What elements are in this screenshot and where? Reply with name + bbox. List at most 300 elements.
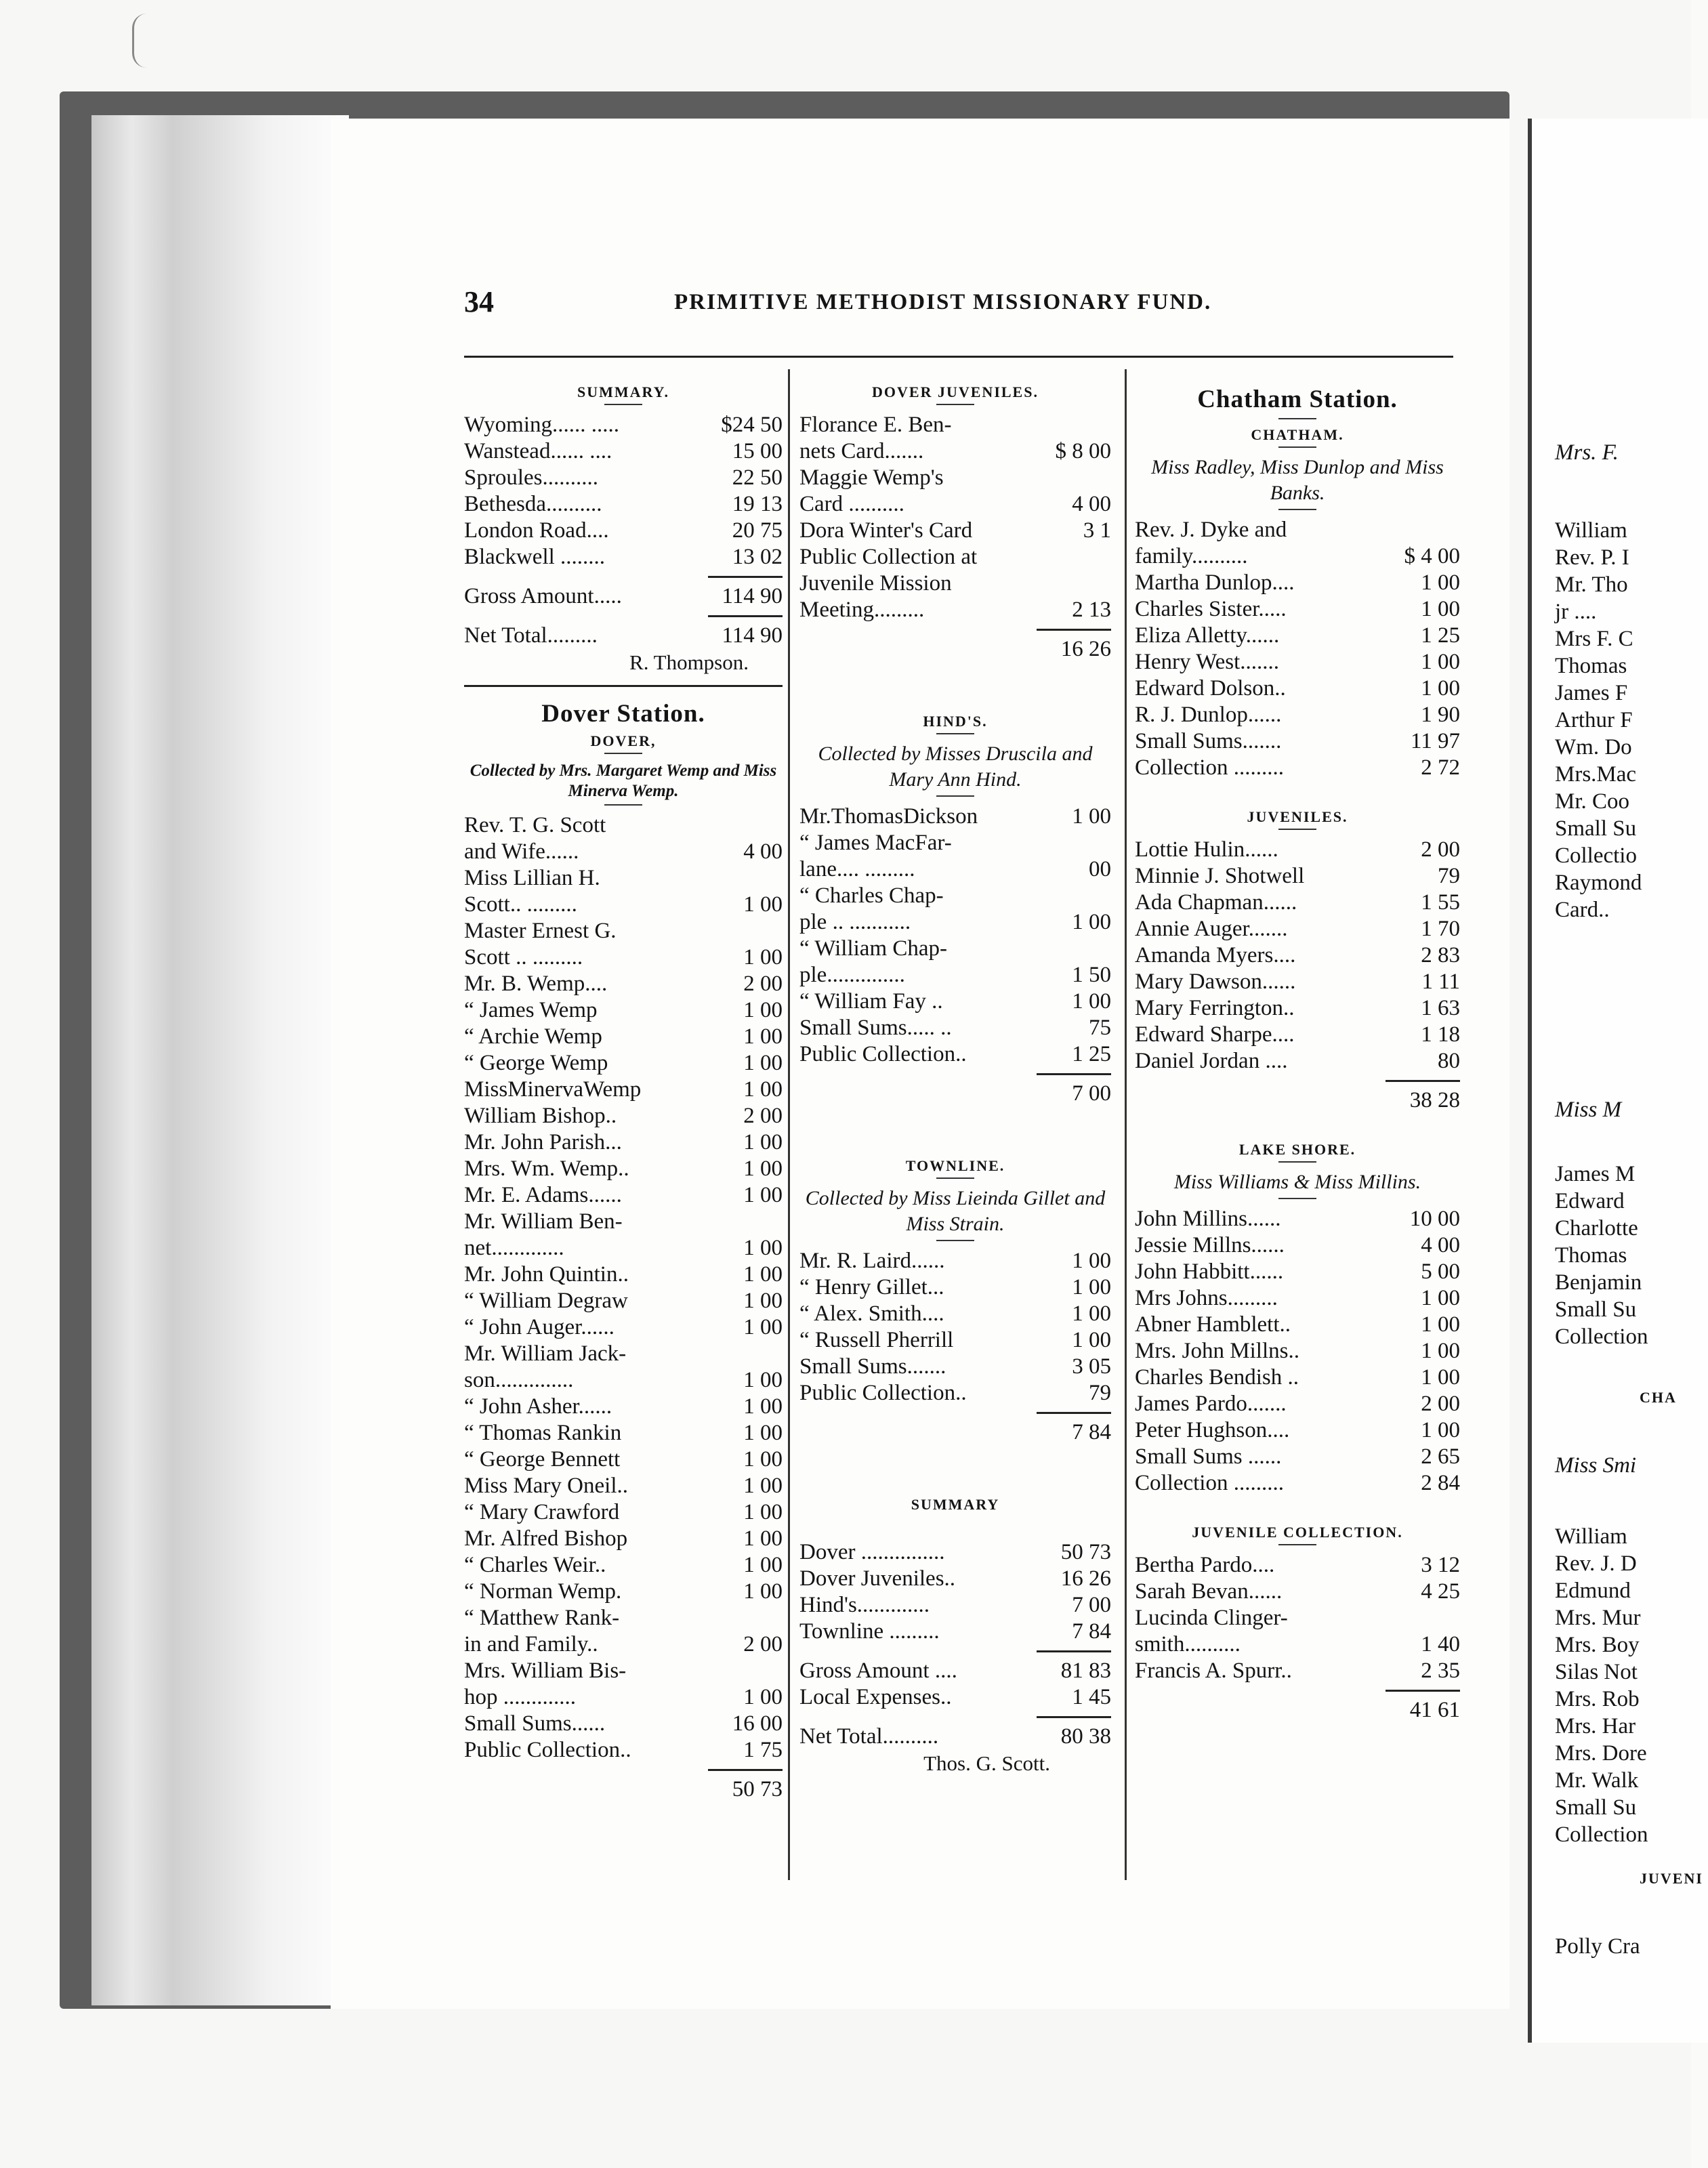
entry-name: Hind's............. (799, 1593, 930, 1617)
entry-row (1135, 1364, 1460, 1391)
entry-name: “ William Chap- (799, 936, 948, 961)
fragment-text: Collection (1555, 1325, 1648, 1349)
juveniles-list (1135, 837, 1460, 1075)
entry-name: Amanda Myers.... (1135, 943, 1296, 967)
pen-mark (132, 14, 161, 68)
entry-row (464, 1631, 783, 1658)
entry-name: “ Archie Wemp (464, 1024, 602, 1049)
entry-amount: 1 00 (743, 1183, 783, 1207)
entry-amount: 22 50 (732, 465, 783, 490)
juveniles-total: 38 28 (1409, 1088, 1460, 1112)
fragment-text: Mrs. F. (1555, 440, 1619, 465)
divider (936, 1177, 974, 1179)
entry-name: smith.......... (1135, 1632, 1241, 1656)
entry-amount: 4 25 (1421, 1579, 1460, 1604)
entry-name: “ Matthew Rank- (464, 1606, 620, 1630)
entry-name: Peter Hughson.... (1135, 1418, 1290, 1442)
entry-name: “ Thomas Rankin (464, 1421, 622, 1445)
entry-row (464, 1420, 783, 1446)
entry-row (464, 892, 783, 918)
entry-row (464, 971, 783, 997)
section-heading: TOWNLINE. (905, 1157, 1005, 1174)
entry-name: Small Sums....... (1135, 729, 1282, 753)
entry-name: Dover ............... (799, 1540, 945, 1564)
net-label: Net Total.......... (799, 1724, 939, 1749)
entry-amount: 1 40 (1421, 1632, 1460, 1656)
entry-amount: 20 75 (732, 518, 783, 543)
collector-note: Collected by Mrs. Margaret Wemp and Miss Minerva Wemp. (470, 762, 777, 800)
entry-name: Eliza Alletty...... (1135, 623, 1280, 648)
entry-name: Francis A. Spurr.. (1135, 1659, 1292, 1683)
fragment-text: William (1555, 518, 1627, 543)
total-rule (708, 576, 783, 578)
entry-amount: 50 73 (1060, 1540, 1111, 1564)
entry-amount (1037, 830, 1111, 856)
entry-amount: 1 11 (1421, 970, 1460, 994)
entry-amount (1037, 412, 1111, 438)
entry-name: Mr. B. Wemp.... (464, 972, 608, 996)
entry-name: Dover Juveniles.. (799, 1566, 956, 1591)
entry-name: Mr. John Parish... (464, 1130, 622, 1154)
entry-amount: 2 00 (1421, 1392, 1460, 1416)
entry-row (1135, 649, 1460, 675)
entry-name: Rev. J. Dyke and (1135, 518, 1287, 542)
entry-amount (708, 865, 783, 892)
entry-amount: 1 00 (1421, 570, 1460, 595)
entry-row (1135, 1605, 1460, 1631)
entry-name: lane.... ......... (799, 857, 915, 881)
signature: R. Thompson. (629, 650, 749, 674)
net-amount: 114 90 (722, 623, 783, 648)
entry-amount: 1 00 (1421, 676, 1460, 701)
divider (1278, 509, 1316, 510)
entry-name: Mr. R. Laird...... (799, 1249, 945, 1273)
entry-row (1135, 623, 1460, 649)
fragment-text: Raymond (1555, 871, 1642, 895)
fragment-text: JUVENI (1640, 1870, 1703, 1887)
entry-row (799, 830, 1111, 856)
entry-amount: $ 4 00 (1404, 544, 1460, 568)
expenses-amount: 1 45 (1072, 1685, 1111, 1709)
entry-row (799, 570, 1111, 597)
entry-row (799, 883, 1111, 909)
entry-amount: 1 00 (1421, 650, 1460, 674)
entry-name: family.......... (1135, 544, 1248, 568)
entry-name: Mrs. Wm. Wemp.. (464, 1156, 629, 1181)
entry-amount (1037, 936, 1111, 962)
entry-amount: 1 00 (743, 1579, 783, 1604)
entry-amount: 1 00 (743, 1368, 783, 1392)
section-heading: DOVER JUVENILES. (872, 383, 1039, 400)
section-heading: SUMMARY (911, 1496, 1000, 1513)
entry-amount: 13 02 (732, 545, 783, 569)
entry-name: Scott .. ......... (464, 945, 583, 970)
entry-amount: 1 00 (743, 1553, 783, 1577)
entry-name: John Habbitt...... (1135, 1259, 1284, 1284)
entry-amount: 1 00 (1421, 1418, 1460, 1442)
fragment-text: Mr. Walk (1555, 1768, 1639, 1793)
gross-amount: 81 83 (1060, 1659, 1111, 1683)
fragment-text: Edmund (1555, 1579, 1631, 1603)
total-rule (1386, 1080, 1460, 1082)
entry-amount (708, 1605, 783, 1631)
net-amount: 80 38 (1060, 1724, 1111, 1749)
entry-name: “ John Auger...... (464, 1315, 615, 1339)
entry-row (464, 865, 783, 892)
entry-amount: 16 26 (1060, 1566, 1111, 1591)
station-title: Dover Station. (541, 700, 705, 728)
total-rule (708, 615, 783, 617)
fragment-text: Charlotte (1555, 1216, 1638, 1241)
gross-row (799, 1658, 1111, 1684)
entry-row (464, 1156, 783, 1182)
entry-name: “ James MacFar- (799, 831, 952, 855)
hinds-list (799, 804, 1111, 1068)
entry-amount: 2 00 (743, 972, 783, 996)
entry-name: Wanstead...... .... (464, 439, 612, 463)
entry-row (799, 1539, 1111, 1566)
entry-amount: 10 00 (1409, 1207, 1460, 1231)
entry-row (464, 997, 783, 1024)
entry-name: Ada Chapman...... (1135, 890, 1297, 915)
entry-row (799, 518, 1111, 544)
entry-row (464, 1077, 783, 1103)
entry-amount: 2 83 (1421, 943, 1460, 967)
juvenile-collection-list (1135, 1552, 1460, 1684)
entry-name: Small Sums...... (464, 1711, 606, 1736)
entry-name: Public Collection.. (799, 1042, 967, 1066)
entry-row (464, 812, 783, 839)
entry-row (1135, 1470, 1460, 1497)
entry-name: Mary Ferrington.. (1135, 996, 1295, 1020)
fragment-text: Mrs. Har (1555, 1714, 1636, 1738)
divider (1278, 1161, 1316, 1163)
entry-row (464, 1129, 783, 1156)
entry-amount: 7 84 (1072, 1619, 1111, 1644)
entry-row (1135, 728, 1460, 755)
fragment-text: jr .... (1555, 600, 1597, 624)
entry-row (464, 1288, 783, 1314)
entry-row (1135, 755, 1460, 781)
gross-label: Gross Amount..... (464, 584, 622, 608)
entry-name: Sarah Bevan...... (1135, 1579, 1283, 1604)
section-heading: SUMMARY. (577, 383, 670, 400)
entry-name: Small Sums..... .. (799, 1016, 952, 1040)
entry-name: Public Collection at (799, 545, 978, 569)
entry-row (1135, 1444, 1460, 1470)
entry-amount: 4 00 (743, 839, 783, 864)
entry-amount: 2 00 (743, 1632, 783, 1656)
entry-amount: 1 00 (1421, 1339, 1460, 1363)
entry-row (464, 1446, 783, 1473)
section-heading: LAKE SHORE. (1238, 1141, 1356, 1158)
column-1 (464, 379, 783, 1803)
dover-total: 50 73 (732, 1777, 783, 1801)
entry-name: “ George Bennett (464, 1447, 621, 1472)
entry-name: and Wife...... (464, 839, 579, 864)
entry-row (799, 1354, 1111, 1380)
entry-amount (1037, 883, 1111, 909)
entry-row (1135, 1417, 1460, 1444)
total-rule (1037, 629, 1111, 631)
fragment-text: Rev. P. I (1555, 545, 1629, 570)
entry-amount: 1 00 (743, 998, 783, 1022)
entry-name: Edward Sharpe.... (1135, 1022, 1295, 1047)
entry-row (464, 1050, 783, 1077)
entry-amount: 1 55 (1421, 890, 1460, 915)
entry-name: Maggie Wemp's (799, 465, 944, 490)
entry-amount: 1 00 (743, 1130, 783, 1154)
fragment-text: James F (1555, 681, 1628, 705)
signature: Thos. G. Scott. (923, 1751, 1050, 1775)
dover-list (464, 812, 783, 1764)
page-number: 34 (464, 285, 494, 318)
entry-name: Edward Dolson.. (1135, 676, 1286, 701)
entry-name: Minnie J. Shotwell (1135, 864, 1305, 888)
entry-amount: 1 00 (743, 1685, 783, 1709)
entry-amount: 1 00 (743, 892, 783, 917)
column-3 (1135, 379, 1460, 1724)
entry-name: “ William Fay .. (799, 989, 943, 1014)
entry-row (1135, 890, 1460, 916)
fragment-text: Silas Not (1555, 1660, 1638, 1684)
collector-note: Miss Radley, Miss Dunlop and Miss Banks. (1151, 456, 1444, 504)
divider (1278, 829, 1316, 830)
entry-amount: 1 00 (743, 1156, 783, 1181)
entry-amount (1037, 570, 1111, 597)
entry-amount: 75 (1089, 1016, 1111, 1040)
entry-row (464, 438, 783, 465)
entry-name: Small Sums ...... (1135, 1444, 1282, 1469)
fragment-text: Rev. J. D (1555, 1551, 1637, 1576)
entry-amount: 1 00 (743, 1262, 783, 1287)
entry-amount: 1 00 (1072, 989, 1111, 1014)
entry-amount: 16 00 (732, 1711, 783, 1736)
entry-amount: 1 18 (1421, 1022, 1460, 1047)
entry-name: “ Henry Gillet... (799, 1275, 944, 1299)
entry-name: Jessie Millns...... (1135, 1233, 1285, 1257)
entry-name: Mary Dawson...... (1135, 970, 1296, 994)
entry-row (799, 465, 1111, 491)
entry-name: Annie Auger....... (1135, 917, 1288, 941)
entry-amount: 00 (1089, 857, 1111, 881)
entry-amount: 1 00 (743, 1024, 783, 1049)
fragment-text: Wm. Do (1555, 735, 1632, 759)
entry-name: “ Alex. Smith.... (799, 1301, 944, 1326)
entry-name: Mr. John Quintin.. (464, 1262, 629, 1287)
entry-name: Florance E. Ben- (799, 413, 952, 437)
divider (936, 733, 974, 734)
entry-amount: 3 05 (1072, 1354, 1111, 1379)
divider (1278, 446, 1316, 448)
entry-name: Mr. E. Adams...... (464, 1183, 622, 1207)
entry-row (799, 597, 1111, 623)
entry-name: Bethesda.......... (464, 492, 602, 516)
entry-row (799, 544, 1111, 570)
collector-note: Miss Williams & Miss Millins. (1173, 1171, 1421, 1193)
entry-amount (708, 1658, 783, 1684)
entry-amount: 4 00 (1072, 492, 1111, 516)
entry-row (464, 1367, 783, 1394)
total-rule (1037, 1716, 1111, 1718)
entry-amount: $24 50 (721, 413, 783, 437)
total-rule (708, 1769, 783, 1771)
entry-amount: 1 70 (1421, 917, 1460, 941)
entry-amount: 79 (1438, 864, 1460, 888)
entry-name: ple .. ........... (799, 910, 911, 934)
entry-amount: 1 00 (743, 1236, 783, 1260)
entry-row (464, 491, 783, 518)
entry-row (464, 1499, 783, 1526)
entry-row (464, 1737, 783, 1764)
fragment-text: Miss M (1555, 1098, 1622, 1122)
entry-amount (708, 1341, 783, 1367)
fragment-text: Mrs F. C (1555, 627, 1633, 651)
entry-amount: 19 13 (732, 492, 783, 516)
entry-row (464, 1658, 783, 1684)
section-heading: CHATHAM. (1251, 426, 1344, 443)
divider (604, 753, 642, 754)
entry-row (464, 518, 783, 544)
entry-row (1135, 1579, 1460, 1605)
entry-amount (708, 1209, 783, 1235)
running-title: PRIMITIVE METHODIST MISSIONARY FUND. (674, 290, 1212, 314)
entry-amount: 2 84 (1421, 1471, 1460, 1495)
entry-name: Townline ......... (799, 1619, 940, 1644)
entry-amount: 2 65 (1421, 1444, 1460, 1469)
entry-name: “ George Wemp (464, 1051, 608, 1075)
entry-name: Wyoming...... ..... (464, 413, 620, 437)
divider (1278, 1198, 1316, 1199)
entry-name: John Millins...... (1135, 1207, 1281, 1231)
entry-row (1135, 1552, 1460, 1579)
entry-name: nets Card....... (799, 439, 924, 463)
entry-amount (708, 918, 783, 944)
divider (604, 404, 642, 405)
entry-amount: 2 13 (1072, 598, 1111, 622)
entry-row (464, 544, 783, 570)
gross-amount: 114 90 (722, 584, 783, 608)
hinds-total: 7 00 (1072, 1081, 1111, 1106)
entry-amount: $ 8 00 (1055, 439, 1111, 463)
entry-row (799, 1380, 1111, 1406)
entry-row (464, 944, 783, 971)
entry-row (1135, 596, 1460, 623)
entry-name: “ Charles Weir.. (464, 1553, 606, 1577)
collector-note: Collected by Miss Lieinda Gillet and Miss Strain. (805, 1187, 1106, 1235)
entry-amount: 1 50 (1072, 963, 1111, 987)
entry-name: Scott.. ......... (464, 892, 577, 917)
net-label: Net Total......... (464, 623, 598, 648)
entry-row (799, 804, 1111, 830)
entry-amount: 1 00 (1072, 804, 1111, 829)
divider (1278, 1544, 1316, 1545)
entry-amount (1386, 517, 1460, 543)
entry-row (799, 856, 1111, 883)
entry-row (799, 936, 1111, 962)
entry-amount (708, 812, 783, 839)
entry-name: Mrs Johns......... (1135, 1286, 1278, 1310)
entry-row (464, 1103, 783, 1129)
entry-row (464, 1684, 783, 1711)
entry-name: “ James Wemp (464, 998, 598, 1022)
entry-amount (1037, 544, 1111, 570)
entry-row (1135, 1631, 1460, 1658)
entry-amount: 1 00 (1072, 1301, 1111, 1326)
entry-name: Lucinda Clinger- (1135, 1606, 1288, 1630)
fragment-text: Polly Cra (1555, 1934, 1640, 1959)
entry-name: Rev. T. G. Scott (464, 813, 606, 837)
entry-row (464, 1262, 783, 1288)
column-2 (799, 379, 1111, 1776)
entry-amount: 1 00 (1421, 1365, 1460, 1390)
entry-amount: 80 (1438, 1049, 1460, 1073)
entry-row (799, 1274, 1111, 1301)
juveniles-list (799, 412, 1111, 623)
entry-row (799, 1327, 1111, 1354)
entry-amount: 1 00 (1072, 910, 1111, 934)
entry-name: Small Sums....... (799, 1354, 946, 1379)
fragment-text: James M (1555, 1162, 1636, 1186)
entry-amount: 1 00 (743, 1500, 783, 1524)
entry-name: James Pardo....... (1135, 1392, 1287, 1416)
entry-name: “ Charles Chap- (799, 883, 944, 908)
entry-name: Miss Mary Oneil.. (464, 1474, 628, 1498)
entry-row (1135, 916, 1460, 942)
entry-name: hop ............. (464, 1685, 576, 1709)
net-row (799, 1724, 1111, 1750)
entry-row (1135, 1232, 1460, 1259)
entry-amount: 1 00 (1421, 1312, 1460, 1337)
entry-row (799, 1619, 1111, 1645)
section-heading: JUVENILES. (1247, 808, 1348, 825)
fragment-text: Edward (1555, 1189, 1625, 1213)
entry-amount: 1 75 (743, 1738, 783, 1762)
gross-row (464, 583, 783, 610)
fragment-text: Arthur F (1555, 708, 1633, 732)
entry-amount: 1 00 (743, 1394, 783, 1419)
entry-row (1135, 543, 1460, 570)
entry-amount: 1 00 (743, 1315, 783, 1339)
entry-name: Public Collection.. (799, 1381, 967, 1405)
divider (936, 404, 974, 405)
summary-list (464, 412, 783, 570)
entry-name: “ John Asher...... (464, 1394, 612, 1419)
fragment-text: Mrs. Mur (1555, 1606, 1641, 1630)
entry-name: Blackwell ........ (464, 545, 606, 569)
entry-amount: 1 00 (743, 1051, 783, 1075)
entry-amount: 1 00 (743, 945, 783, 970)
entry-amount: 3 1 (1083, 518, 1111, 543)
entry-name: net............. (464, 1236, 564, 1260)
entry-amount: 4 00 (1421, 1233, 1460, 1257)
entry-row (1135, 570, 1460, 596)
entry-amount: 15 00 (732, 439, 783, 463)
entry-row (1135, 517, 1460, 543)
entry-row (1135, 1312, 1460, 1338)
fragment-text: Thomas (1555, 1243, 1627, 1268)
entry-name: Sproules.......... (464, 465, 598, 490)
entry-name: Collection ......... (1135, 755, 1284, 780)
expenses-row (799, 1684, 1111, 1711)
divider (604, 804, 642, 806)
fragment-text: Collectio (1555, 843, 1637, 868)
entry-row (464, 465, 783, 491)
fragment-text: Small Su (1555, 1297, 1637, 1322)
entry-amount: 5 00 (1421, 1259, 1460, 1284)
entry-row (1135, 969, 1460, 995)
total-rule (1037, 1073, 1111, 1075)
